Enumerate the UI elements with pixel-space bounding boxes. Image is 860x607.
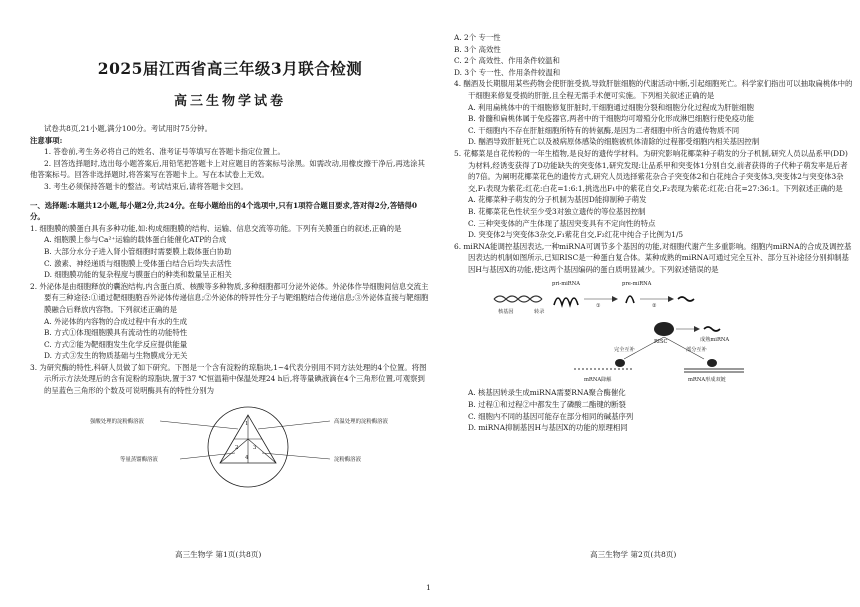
degrade-label: mRNA降解	[584, 377, 612, 384]
risc-bound	[707, 359, 717, 367]
intro-line: 试卷共8页,21小题,满分100分。考试用时75分钟。	[44, 124, 212, 133]
page-number: 1	[426, 583, 431, 592]
option-c: C. 细胞内不同的基因可能存在部分相同的碱基序列	[468, 411, 634, 421]
note-3: 3. 考生必须保持答题卡的整洁。考试结束后,请将答题卡交回。	[44, 181, 248, 191]
pre-mirna-label: pre-miRNA	[622, 281, 652, 288]
risc-complex	[654, 322, 674, 336]
distilled-label: 等量蒸馏酶溶液	[120, 456, 158, 463]
subject-title: 高三生物学试卷	[173, 94, 286, 109]
agar-block-figure	[30, 401, 430, 493]
mature-mirna-label: 成熟miRNA	[700, 337, 730, 344]
notes-heading: 注意事项:	[30, 135, 63, 145]
risc-bound	[615, 359, 625, 367]
dna-strand	[494, 296, 542, 302]
double-strand-label: mRNA形成双链	[688, 377, 726, 384]
question-1	[30, 223, 430, 281]
risc-label: RISC	[654, 339, 668, 346]
question-6	[454, 241, 854, 434]
position-3-label: 3	[253, 444, 257, 451]
mirna-fragment	[678, 297, 694, 301]
mirna-diagram	[454, 277, 854, 385]
option-d: D. 方式③发生的物质基础与生物膜成分无关	[44, 351, 188, 361]
amylase-label: 淀粉酶溶液	[334, 456, 361, 463]
note-1: 1. 答卷前,考生务必将自己的姓名、准考证号等填写在答题卡指定位置上。	[44, 147, 285, 157]
option-b: B. 花椰菜花色性状至少受3对独立遗传的等位基因控制	[468, 206, 646, 216]
pri-mirna-shape	[554, 298, 578, 305]
step-1-label: ①	[596, 303, 601, 310]
high-temp-label: 高温处理的淀粉酶溶液	[334, 418, 388, 425]
option-d: D. 细胞膜功能的复杂程度与膜蛋白的种类和数量呈正相关	[44, 270, 232, 280]
page-footer-left: 高三生物学 第1页(共8页)	[175, 550, 262, 559]
exam-intro	[30, 123, 430, 193]
option-d: D. 酗酒导致肝脏死亡以及被病原体感染的细胞被机体清除的过程都受细胞内相关基因控制	[468, 137, 760, 147]
pre-mirna-shape	[626, 296, 634, 303]
position-1-label: 1	[245, 420, 249, 427]
strong-acid-label: 强酸处理的淀粉酶溶液	[90, 418, 144, 425]
option-d: D. 突变体2与突变体3杂交,F₁紫花自交,F₂红花中纯合子比例为1/5	[468, 230, 684, 240]
question-3	[30, 362, 430, 493]
mature-mirna-shape	[704, 327, 720, 331]
leader-line	[160, 421, 238, 429]
note-2: 2. 回答选择题时,选出每小题答案后,用铅笔把答题卡上对应题目的答案标号涂黑。如需改动,用橡皮擦干净后,再选涂其他答案标号。回答非选择题时,将答案写在答题卡上。写在本试卷上无效。	[30, 158, 425, 180]
option-d: D. 3个 专一性、作用条件较温和	[454, 67, 561, 77]
option-b: B. 3个 高效性	[454, 44, 501, 54]
option-a: A. 核基因转录生成miRNA需要RNA聚合酶催化	[468, 388, 626, 398]
position-2-label: 2	[235, 444, 239, 451]
option-b: B. 大部分水分子进入肾小管细胞时需要膜上载体蛋白协助	[44, 246, 232, 256]
option-c: C. 2个 高效性、作用条件较温和	[454, 56, 560, 66]
question-2	[30, 281, 430, 362]
option-c: C. 方式②能为靶细胞发生化学反应提供能量	[44, 339, 188, 349]
option-c: C. 激素、神经递质与细胞膜上受体蛋白结合后均失去活性	[44, 258, 232, 268]
question-stem: 4. 酗酒及长期服用某些药物会使肝脏受损,导致肝脏细胞的代谢活动中断,引起细胞死亡。科学家们指出可以抽取扁桃体中的干细胞来修复受损的肝脏,且全程无需手术便可实施。下列相关叙述正确的是	[454, 79, 853, 100]
arrow-head	[612, 296, 618, 302]
leader-line	[180, 453, 235, 459]
option-a: A. 2个 专一性	[454, 33, 501, 42]
question-stem: 1. 细胞膜的膜蛋白具有多种功能,如:构成细胞膜的结构、运输、信息交流等功能。下列有关膜蛋白的叙述,正确的是	[30, 223, 402, 233]
step-2-label: ②	[652, 303, 657, 310]
agar-diagram	[30, 401, 430, 493]
option-c: C. 干细胞内不存在肝脏细胞所特有的转氨酶,是因为二者细胞中所含的遗传物质不同	[468, 125, 740, 135]
option-b: B. 过程①和过程②中都发生了磷酸二酯键的断裂	[468, 400, 626, 410]
question-stem: 5. 花椰菜是自花传粉的一年生植物,是良好的遗传学材料。为研究影响花椰菜种子萌发的分子机制,研究人员以品系甲(DD)为材料,经诱变获得了D功能缺失的突变体1,研究发现:让品系甲和突变体1分别自交,前者获得的子代种子萌发率是后者的7倍。为阐明花椰菜花色的遗传方式,研究人员选择紫花杂合子突变体2和白花纯合子突变体3,突变体2与突变体3杂交,F₁表现为紫花:红花:白花=1:6:1,挑选出F₁中的紫花自交,F₂表现为紫花:红花:白花=27:36:1。下列叙述正确的是	[454, 148, 848, 193]
section-heading: 一、选择题:本题共12小题,每小题2分,共24分。在每小题给出的4个选项中,只有1项符合题目要求,答对得2分,答错得0分。	[30, 200, 418, 222]
question-stem: 2. 外泌体是由细胞释放的囊泡结构,内含蛋白质、核酸等多种物质,多种细胞都可分泌外泌体。外泌体作导细胞间信息交流主要有三种途径:①通过靶细胞胞吞外泌体传递信息;②外泌体的特异性分子与靶细胞结合传递信息;③外泌体直接与靶细胞膜融合后释放内容物。下列叙述正确的是	[30, 281, 429, 314]
option-b: B. 骨髓和扁桃体属于免疫器官,两者中的干细胞均可增殖分化形成淋巴细胞行使免疫功能	[468, 114, 754, 124]
leader-line	[258, 421, 330, 429]
pri-mirna-label: pri-miRNA	[552, 281, 580, 288]
question-3-options	[454, 32, 854, 78]
page-footer-right: 高三生物学 第2页(共8页)	[590, 550, 677, 559]
mirna-mechanism-figure	[454, 277, 854, 385]
option-a: A. 花椰菜种子萌发的分子机制为基因D能抑制种子萌发	[468, 195, 647, 205]
option-a: A. 外泌体的内容物的合成过程中有水的生成	[44, 316, 188, 326]
option-c: C. 三种突变体的产生体现了基因突变具有不定向性的特点	[468, 218, 656, 228]
exam-title: 2025届江西省高三年级3月联合检测	[97, 59, 363, 78]
right-column	[454, 0, 854, 434]
question-4	[454, 78, 854, 148]
option-a: A. 利用扁桃体中的干细胞修复肝脏时,干细胞通过细胞分裂和细胞分化过程成为肝脏细胞	[468, 102, 754, 112]
gene-label: 核基因	[498, 309, 514, 316]
question-stem: 6. miRNA能调控基因表达,一种miRNA可调节多个基因的功能,对细胞代谢产生多重影响。细胞内miRNA的合成及调控基因表达的机制如图所示,已知RISC是一种蛋白复合体。某种成熟的miRNA可通过完全互补、部分互补途径分别抑制基因H与基因X的功能,使这两个基因编码的蛋白质明显减少。下列叙述错误的是	[454, 241, 852, 274]
question-5	[454, 148, 854, 241]
partial-complement-label: 部分互补	[686, 347, 707, 354]
arrow-head	[694, 326, 700, 332]
arrow-head	[668, 296, 674, 302]
option-b: B. 方式①体现细胞膜具有流动性的功能特性	[44, 328, 188, 338]
left-column	[30, 0, 430, 493]
transcribe-label: 转录	[534, 309, 545, 316]
divider-line	[220, 439, 248, 463]
option-d: D. miRNA抑制基因H与基因X的功能的原理相同	[468, 423, 628, 433]
option-a: A. 细胞膜上参与Ca²⁺运输的载体蛋白能催化ATP的合成	[44, 235, 227, 245]
question-stem: 3. 为研究酶的特性,科研人员做了如下研究。下图是一个含有淀粉的琼脂块,1~4代表分别用不同方法处理的4个位置。将图示所示方法处理后的含有淀粉的琼脂块,置于37 ℃恒温箱中保温处理24 h后,将等量碘液滴在4个三角形位置,可观察到的呈蓝色三角形的个数及可说明酶具有的特性分别为	[30, 362, 427, 396]
full-complement-label: 完全互补	[614, 347, 635, 354]
position-4-label: 4	[245, 454, 249, 461]
